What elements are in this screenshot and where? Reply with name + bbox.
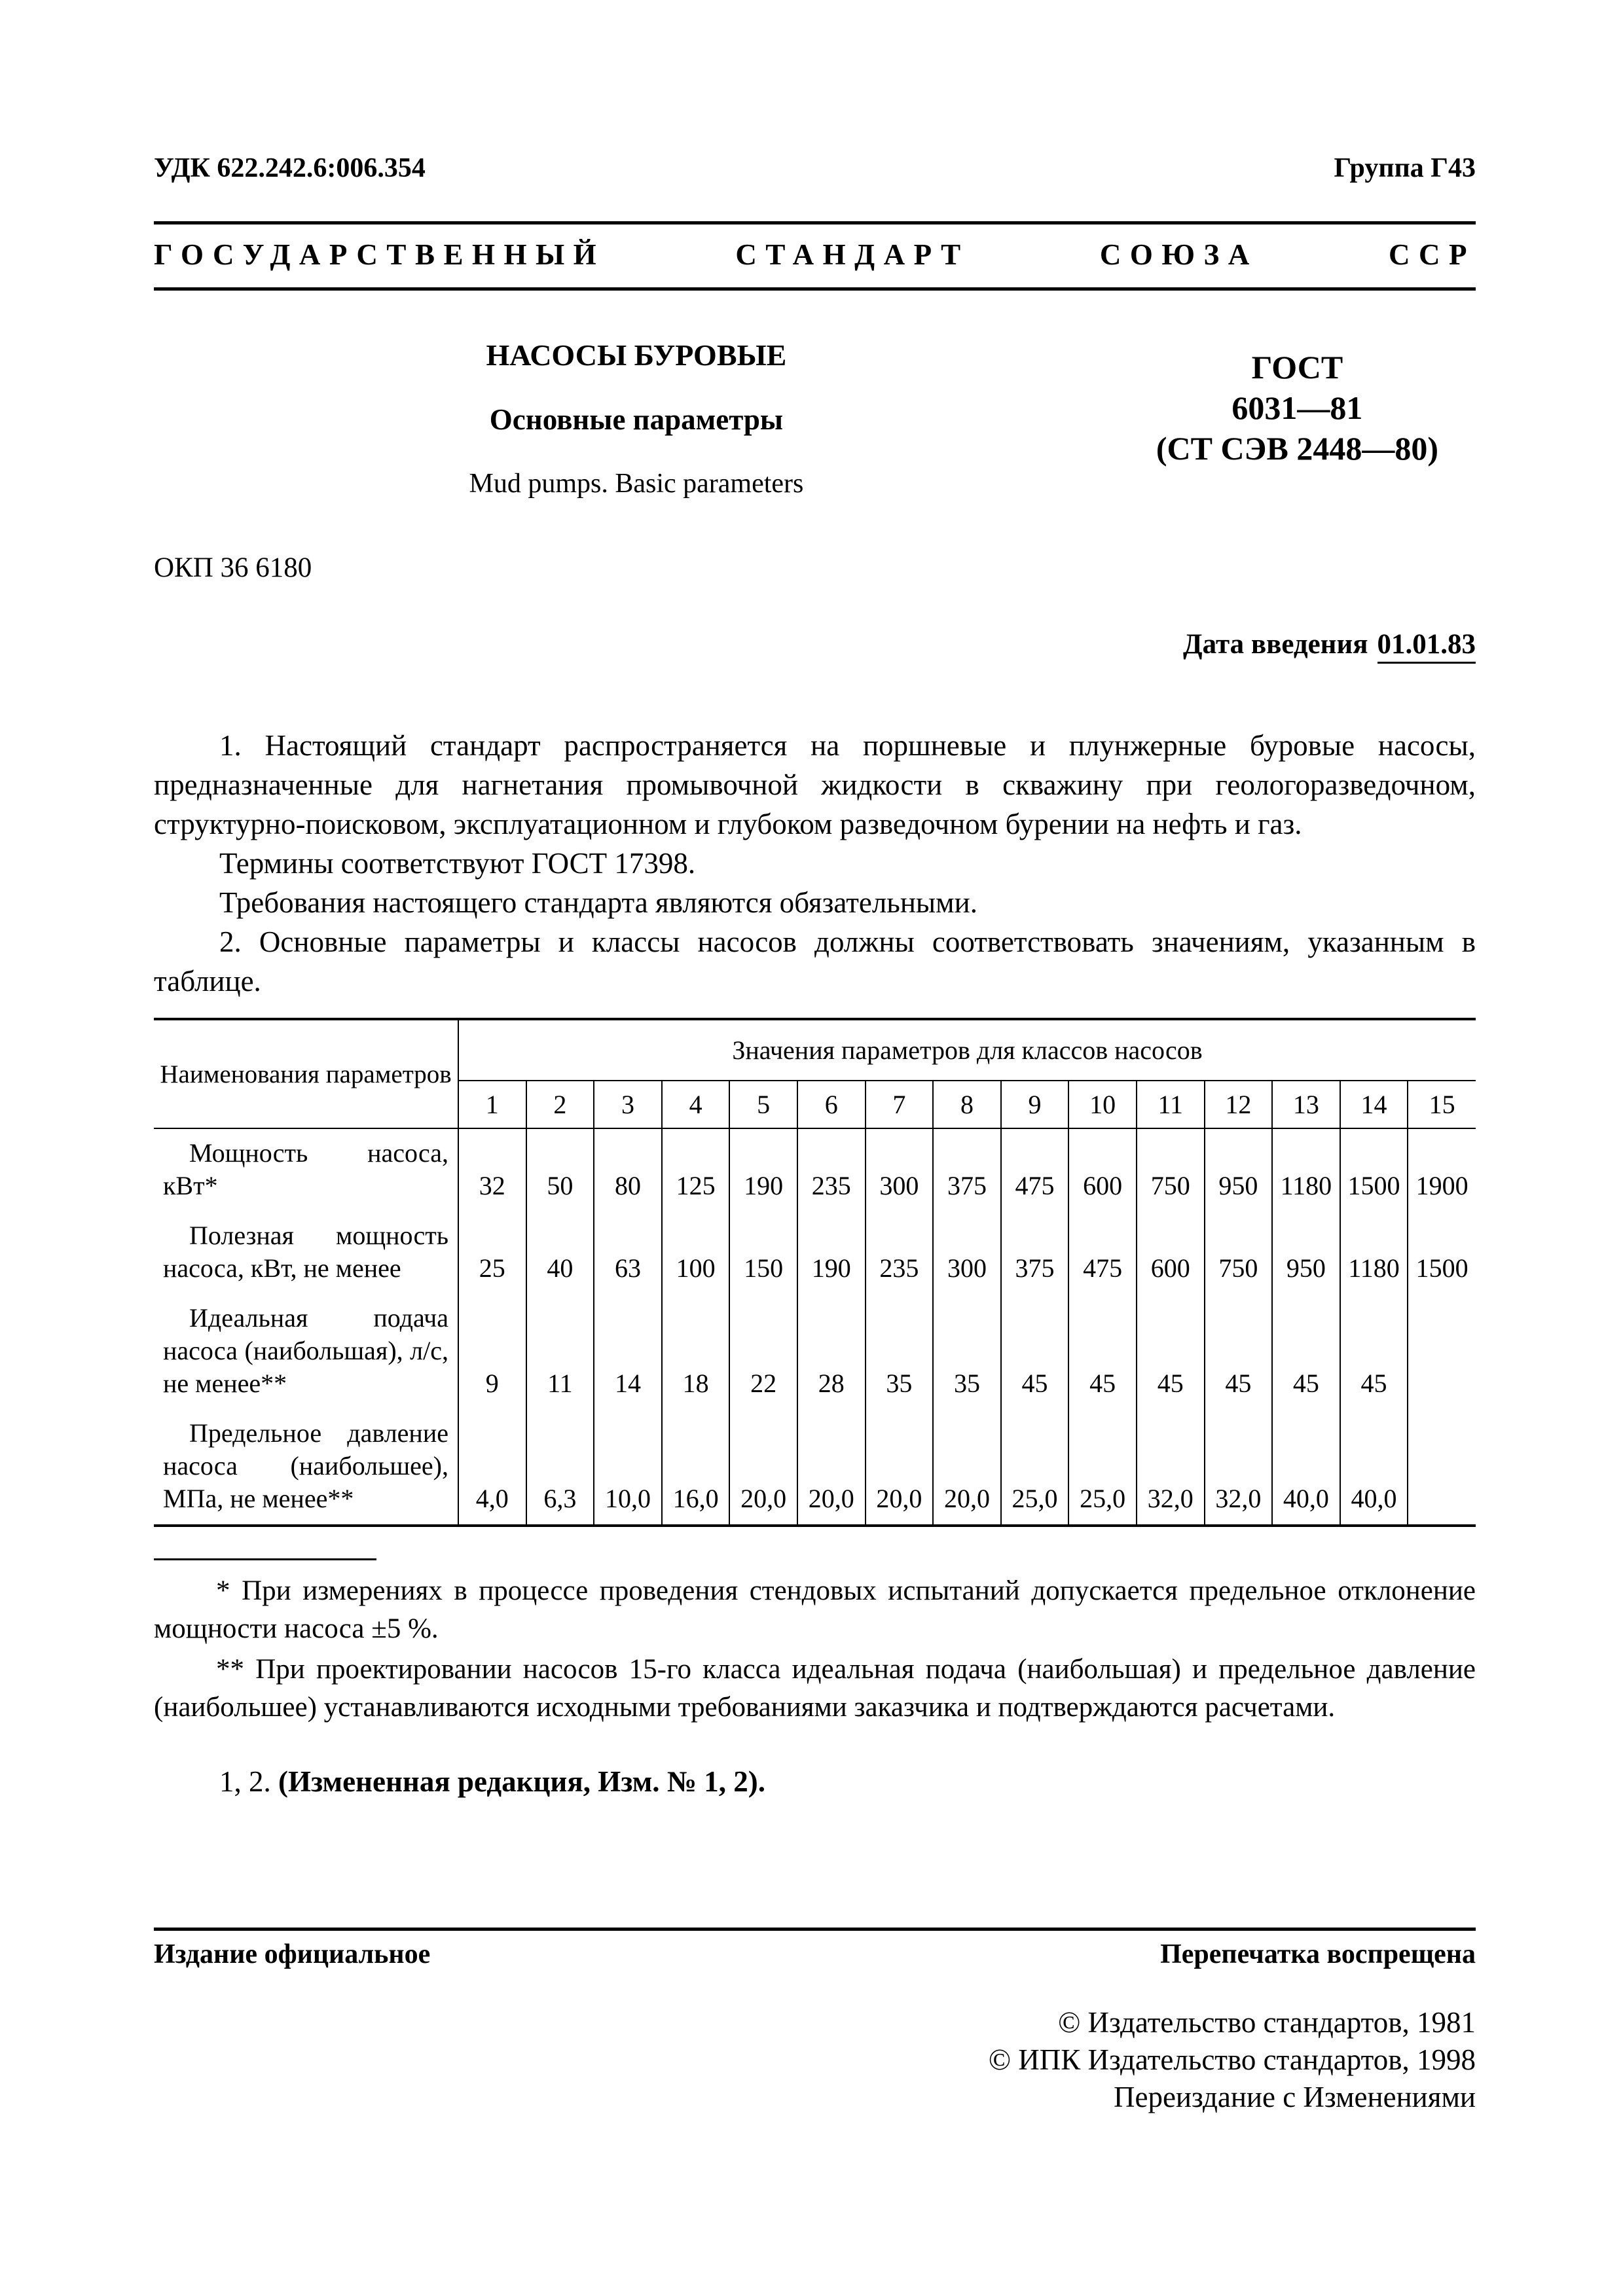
value-cell: 63 [594,1211,662,1294]
class-number-cell: 1 [458,1081,526,1128]
class-number-cell: 2 [526,1081,594,1128]
paragraph-parameters: 2. Основные параметры и классы насосов должны соответствовать значениям, указанным в таблице. [154,925,1476,997]
value-cell: 20,0 [729,1409,797,1526]
title-section [154,338,1476,499]
no-reprint-label: Перепечатка воспрещена [1160,1939,1476,1969]
footnotes [154,1572,1476,1727]
value-cell: 375 [933,1128,1001,1211]
copyright-block [154,2004,1476,2116]
copyright-line: © Издательство стандартов, 1981 [1058,2006,1476,2039]
gost-number-block [1119,347,1476,499]
classification-row [154,152,1476,185]
document-title: НАСОСЫ БУРОВЫЕ [486,338,787,372]
footnote-two: ** При проектировании насосов 15-го класса идеальная подача (наибольшая) и предельное давление (наибольшее) устанавливаются исходными требованиями заказчика и подтверждаются расчетами. [154,1654,1476,1723]
state-standard-banner: ГОСУДАРСТВЕННЫЙ СТАНДАРТ СОЮЗА ССР [154,221,1476,291]
gost-label: ГОСТ [1251,349,1343,386]
value-cell: 150 [729,1211,797,1294]
table-head [154,1019,1476,1128]
value-cell: 20,0 [797,1409,866,1526]
value-cell: 35 [866,1294,934,1409]
value-cell: 1500 [1408,1211,1476,1294]
value-cell: 375 [1001,1211,1069,1294]
introduction-date [154,628,1476,660]
class-number-cell: 13 [1272,1081,1340,1128]
value-cell: 45 [1340,1294,1408,1409]
value-cell: 6,3 [526,1409,594,1526]
value-cell: 1900 [1408,1128,1476,1211]
page-content [154,0,1476,1799]
value-cell: 40,0 [1340,1409,1408,1526]
footnote-separator [154,1558,376,1560]
value-cell: 100 [662,1211,730,1294]
value-cell: 25 [458,1211,526,1294]
class-number-cell: 9 [1001,1081,1069,1128]
value-cell: 9 [458,1294,526,1409]
value-cell: 32,0 [1205,1409,1273,1526]
amendment-note [154,1765,1476,1799]
value-cell: 32 [458,1128,526,1211]
row-label: Идеальная подача насоса (наибольшая), л/с, не менее** [163,1303,448,1398]
value-cell: 50 [526,1128,594,1211]
value-cell: 235 [866,1211,934,1294]
value-cell: 475 [1001,1128,1069,1211]
page-footer [154,1928,1476,2116]
value-cell: 45 [1272,1294,1340,1409]
class-number-cell: 10 [1068,1081,1137,1128]
value-cell: 1500 [1340,1128,1408,1211]
paragraph-scope: 1. Настоящий стандарт распространяется на поршневые и плунжерные буровые насосы, предназначенные для нагнетания промывочной жидкости в скважину при геологоразведочном, структурно-поисковом, эксплуатационном и глубоком разведочном бурении на нефть и газ. [154,729,1476,840]
value-cell: 1180 [1272,1128,1340,1211]
table-row [154,1409,1476,1526]
footer-labels-row [154,1928,1476,1970]
value-cell: 45 [1205,1294,1273,1409]
value-cell: 235 [797,1128,866,1211]
value-cell: 45 [1001,1294,1069,1409]
value-cell: 300 [866,1128,934,1211]
class-number-cell: 8 [933,1081,1001,1128]
value-cell: 45 [1137,1294,1205,1409]
value-cell: 300 [933,1211,1001,1294]
value-cell: 28 [797,1294,866,1409]
class-number-cell: 7 [866,1081,934,1128]
value-cell: 950 [1272,1211,1340,1294]
value-cell: 40 [526,1211,594,1294]
values-header: Значения параметров для классов насосов [458,1019,1476,1081]
footnote-one: * При измерениях в процессе проведения стендовых испытаний допускается предельное отклонение мощности насоса ±5 %. [154,1575,1476,1644]
paragraph-requirements: Требования настоящего стандарта являются обязательными. [219,886,977,919]
value-cell: 14 [594,1294,662,1409]
class-number-cell: 4 [662,1081,730,1128]
value-cell: 10,0 [594,1409,662,1526]
value-cell: 750 [1205,1211,1273,1294]
paragraph-terms: Термины соответствуют ГОСТ 17398. [219,847,696,880]
class-number-cell: 12 [1205,1081,1273,1128]
parameters-table [154,1018,1476,1527]
value-cell: 125 [662,1128,730,1211]
amendment-text: (Измененная редакция, Изм. № 1, 2). [278,1765,766,1798]
body-text [154,726,1476,1001]
row-label: Предельное давление насоса (наибольшее), МПа, не менее** [163,1418,448,1513]
row-label: Полезная мощность насоса, кВт, не менее [163,1221,448,1283]
value-cell: 18 [662,1294,730,1409]
value-cell: 20,0 [866,1409,934,1526]
value-cell: 950 [1205,1128,1273,1211]
row-label: Мощность насоса, кВт* [163,1138,448,1200]
date-label: Дата введения [1183,629,1368,660]
value-cell: 40,0 [1272,1409,1340,1526]
udk-code: УДК 622.242.6:006.354 [154,153,426,183]
value-cell: 22 [729,1294,797,1409]
value-cell: 600 [1137,1211,1205,1294]
value-cell: 190 [729,1128,797,1211]
date-value: 01.01.83 [1377,629,1476,664]
group-code: Группа Г43 [1334,153,1476,183]
value-cell [1408,1294,1476,1409]
value-cell: 80 [594,1128,662,1211]
value-cell: 35 [933,1294,1001,1409]
class-number-cell: 6 [797,1081,866,1128]
value-cell: 25,0 [1068,1409,1137,1526]
okp-code: ОКП 36 6180 [154,552,312,583]
table-header-row [154,1019,1476,1081]
gost-sev-number: (СТ СЭВ 2448—80) [1156,430,1438,467]
table-row [154,1294,1476,1409]
class-number-cell: 15 [1408,1081,1476,1128]
param-names-header: Наименования параметров [154,1019,458,1128]
value-cell: 475 [1068,1211,1137,1294]
value-cell: 32,0 [1137,1409,1205,1526]
amendment-prefix: 1, 2. [219,1765,278,1798]
copyright-line: Переиздание с Изменениями [1113,2081,1476,2113]
class-number-cell: 5 [729,1081,797,1128]
document-subtitle: Основные параметры [489,403,784,436]
table-row [154,1211,1476,1294]
copyright-line: © ИПК Издательство стандартов, 1998 [988,2043,1476,2076]
value-cell: 45 [1068,1294,1137,1409]
table-body [154,1128,1476,1526]
value-cell [1408,1409,1476,1526]
table-row [154,1128,1476,1211]
value-cell: 1180 [1340,1211,1408,1294]
gost-number: 6031—81 [1231,389,1363,426]
value-cell: 20,0 [933,1409,1001,1526]
class-number-cell: 3 [594,1081,662,1128]
value-cell: 4,0 [458,1409,526,1526]
document-subtitle-english: Mud pumps. Basic parameters [469,469,804,499]
value-cell: 16,0 [662,1409,730,1526]
title-left-column [154,338,1119,499]
value-cell: 750 [1137,1128,1205,1211]
value-cell: 25,0 [1001,1409,1069,1526]
value-cell: 600 [1068,1128,1137,1211]
value-cell: 190 [797,1211,866,1294]
class-number-cell: 14 [1340,1081,1408,1128]
class-number-cell: 11 [1137,1081,1205,1128]
value-cell: 11 [526,1294,594,1409]
official-edition-label: Издание официальное [154,1939,431,1969]
